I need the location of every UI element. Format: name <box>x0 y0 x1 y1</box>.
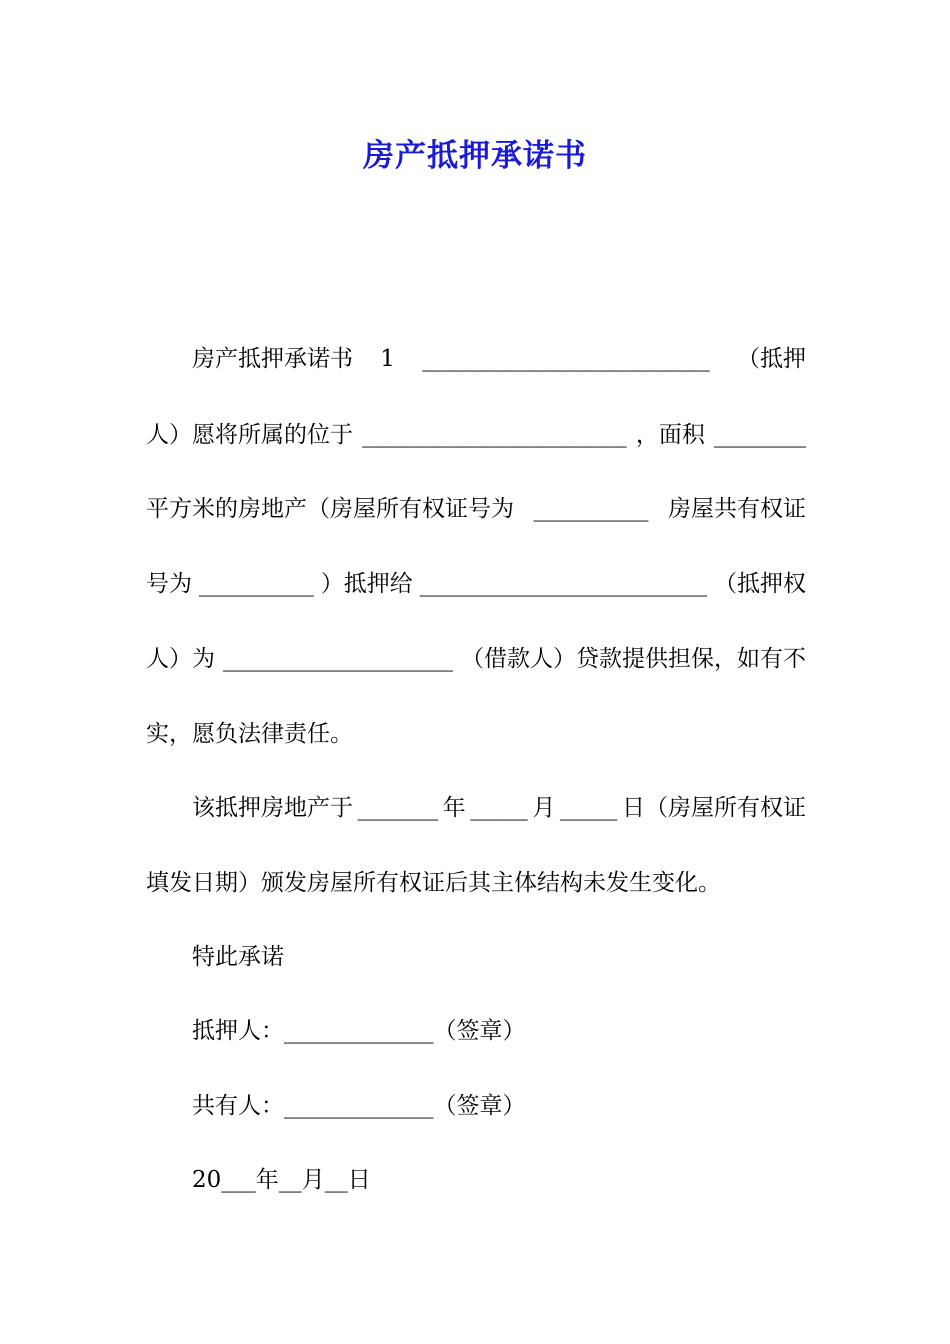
seal-label: （签章） <box>433 1093 526 1119</box>
certificate-number-blank: __________ <box>533 496 649 522</box>
closing-text: 特此承诺 <box>192 944 284 970</box>
text-segment: 人）愿将所属的位于 <box>146 422 353 448</box>
year-label: 年 <box>255 1167 279 1193</box>
mortgagor-signature-line <box>146 1016 806 1046</box>
text-segment: 实，愿负法律责任。 <box>146 721 353 747</box>
area-blank: ________ <box>713 422 806 448</box>
text-segment: 号为 <box>146 571 192 597</box>
co-owner-label: 共有人： <box>192 1093 284 1119</box>
text-segment: 日（房屋所有权证 <box>621 795 806 821</box>
mortgagor-label: 抵押人： <box>192 1018 284 1044</box>
co-owner-signature-line <box>146 1091 806 1121</box>
text-segment: （抵押 <box>736 346 806 372</box>
paragraph-1-line-2 <box>146 420 806 450</box>
mortgagor-blank: _________________________ <box>422 346 710 372</box>
paragraph-1-line-4 <box>146 569 806 599</box>
text-segment: 填发日期）颁发房屋所有权证后其主体结构未发生变化。 <box>146 870 721 896</box>
year-blank: _______ <box>357 795 439 821</box>
paragraph-2-line-2 <box>146 868 806 898</box>
heading-number: 1 <box>380 346 395 372</box>
text-segment: 房屋共有权证 <box>668 496 806 522</box>
location-blank: _______________________ <box>362 422 627 448</box>
paragraph-1-line-6 <box>146 719 806 749</box>
text-segment: （借款人）贷款提供担保，如有不 <box>461 646 806 672</box>
date-line <box>146 1165 806 1195</box>
text-segment: 人）为 <box>146 646 215 672</box>
day-blank: __ <box>324 1167 348 1193</box>
year-blank: ___ <box>221 1167 256 1193</box>
paragraph-1-line-1 <box>146 344 806 374</box>
day-blank: _____ <box>559 795 618 821</box>
year-prefix: 20 <box>192 1167 222 1193</box>
document-title: 房产抵押承诺书 <box>363 138 587 174</box>
co-ownership-number-blank: __________ <box>198 571 314 597</box>
paragraph-1-line-3 <box>146 494 806 524</box>
month-blank: __ <box>278 1167 302 1193</box>
text-segment: 该抵押房地产于 <box>192 795 353 821</box>
mortgagor-signature-blank: _____________ <box>284 1018 434 1044</box>
heading-text: 房产抵押承诺书 <box>192 346 353 372</box>
day-label: 日 <box>347 1167 371 1193</box>
co-owner-signature-blank: _____________ <box>284 1093 434 1119</box>
text-segment: （抵押权 <box>714 571 806 597</box>
seal-label: （签章） <box>433 1018 526 1044</box>
closing-statement <box>146 942 806 972</box>
text-segment: 平方米的房地产（房屋所有权证号为 <box>146 496 514 522</box>
paragraph-1-line-5 <box>146 644 806 674</box>
text-segment: ，面积 <box>635 422 705 448</box>
month-label: 月 <box>301 1167 325 1193</box>
paragraph-2-line-1 <box>146 793 806 823</box>
borrower-blank: ____________________ <box>223 646 453 672</box>
text-segment: ）抵押给 <box>320 571 413 597</box>
mortgagee-blank: _________________________ <box>419 571 708 597</box>
text-segment: 年 <box>442 795 466 821</box>
text-segment: 月 <box>532 795 556 821</box>
month-blank: _____ <box>470 795 528 821</box>
